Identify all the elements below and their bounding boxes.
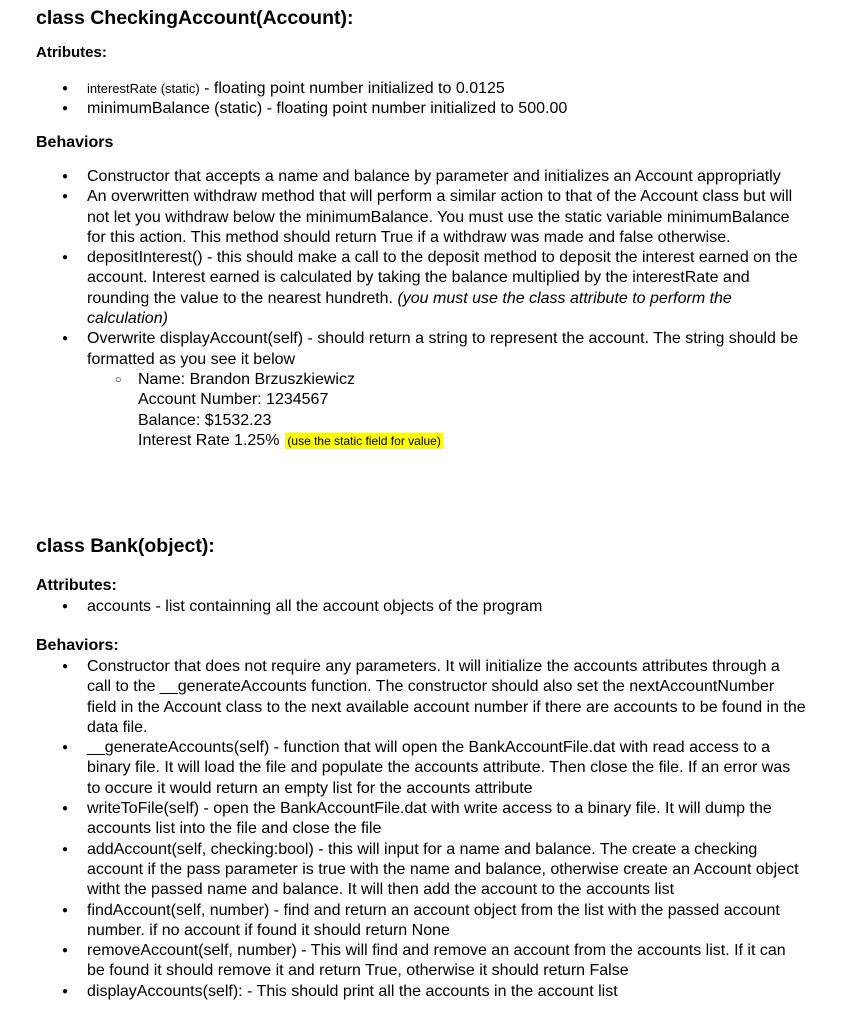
bank-attributes-label: Attributes:: [36, 577, 117, 594]
list-item: ● addAccount(self, checking:bool) - this will input for a name and balance. The create a checking account if the pass parameter is true with the name and balance, otherwise create an Account object witht the passed name and balance. It will then add the account to the accounts list: [0, 840, 807, 901]
example-rate-line: Interest Rate 1.25% (use the static field for value): [138, 431, 441, 449]
bank-attributes-list: [0, 597, 844, 617]
list-item: ● Constructor that accepts a name and balance by parameter and initializes an Account appropriatly: [0, 167, 807, 187]
list-item: ● accounts - list containning all the account objects of the program: [0, 597, 807, 617]
checking-behaviors-list: [0, 167, 844, 451]
list-item: ● __generateAccounts(self) - function that will open the BankAccountFile.dat with read access to a binary file. It will load the file and populate the accounts attribute. Then close the file. If an error was to occure it would return an empty list for the accounts attribute: [0, 738, 807, 799]
list-item: ● displayAccounts(self): - This should print all the accounts in the account list: [0, 982, 807, 1002]
list-item: ● writeToFile(self) - open the BankAccountFile.dat with write access to a binary file. It will dump the accounts list into the file and close the file: [0, 799, 807, 840]
list-item: ● minimumBalance (static) - floating point number initialized to 500.00: [0, 99, 807, 119]
list-item: ● Constructor that does not require any parameters. It will initialize the accounts attributes through a call to the __generateAccounts function. The constructor should also set the nextAccountNumber field in the Account class to the next available account number if there are accounts to be found in the data file.: [0, 657, 807, 738]
bank-behaviors-label: Behaviors:: [36, 637, 119, 654]
list-item: ● interestRate (static) - floating point number initialized to 0.0125: [0, 79, 807, 99]
example-balance-line: Balance: $1532.23: [138, 411, 272, 429]
checking-behaviors-label: Behaviors: [36, 134, 114, 151]
highlighted-note: (use the static field for value): [287, 433, 441, 448]
display-example: [87, 370, 807, 451]
list-item: ● Overwrite displayAccount(self) - should return a string to represent the account. The string should be formatted as you see it below ○ Name: Brandon Brzuszkiewicz Account Number: 1234567 Balance: $1532.23 Interest Rate 1.25% (use the static field for value): [0, 329, 807, 451]
list-item: ● An overwritten withdraw method that will perform a similar action to that of the Account class but will not let you withdraw below the minimumBalance. You must use the static variable minimumBalance for this action. This method should return True if a withdraw was made and false otherwise.: [0, 187, 807, 248]
bank-class-heading: class Bank(object):: [36, 535, 215, 557]
display-example-item: [87, 370, 738, 451]
example-name-line: ○ Name: Brandon Brzuszkiewicz: [138, 370, 355, 388]
list-item: ● depositInterest() - this should make a call to the deposit method to deposit the interest earned on the account. Interest earned is calculated by taking the balance multiplied by the interestRate and rounding the value to the nearest hundreth. (you must use the class attribute to perform the calculation): [0, 248, 807, 329]
bank-behaviors-list: [0, 657, 844, 1002]
example-number-line: Account Number: 1234567: [138, 391, 329, 409]
checking-class-heading: class CheckingAccount(Account):: [36, 7, 354, 29]
list-item: ● removeAccount(self, number) - This will find and remove an account from the accounts list. If it can be found it should remove it and return True, otherwise it should return False: [0, 941, 807, 982]
list-item: ● findAccount(self, number) - find and return an account object from the list with the passed account number. if no account if found it should return None: [0, 901, 807, 942]
checking-attributes-label: Atributes:: [36, 44, 107, 61]
checking-attributes-list: [0, 79, 844, 120]
